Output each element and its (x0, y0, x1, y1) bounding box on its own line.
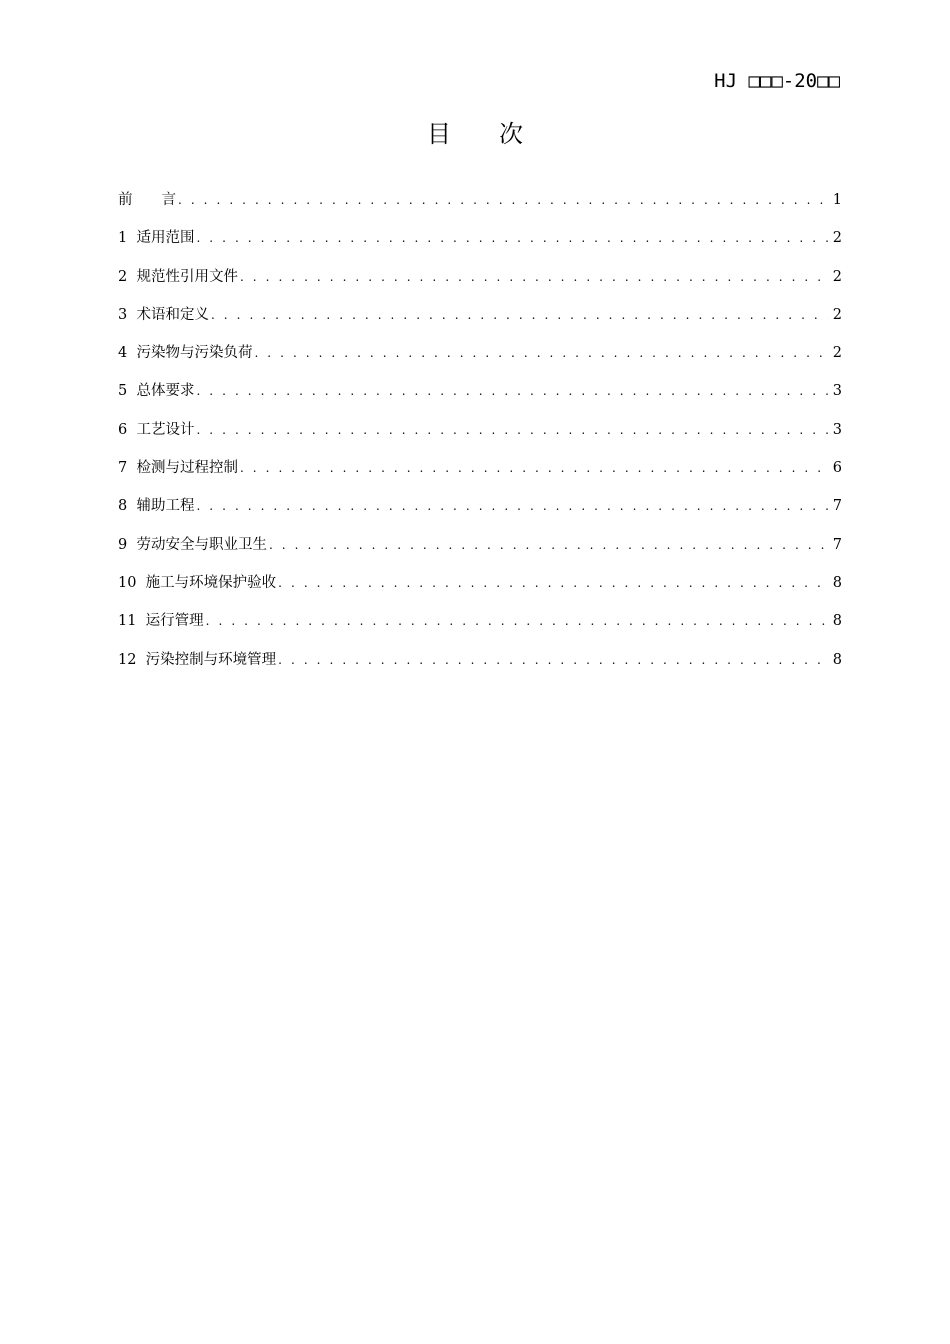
toc-entry-title: 施工与环境保护验收 (145, 574, 277, 591)
toc-entry-page: 2 (832, 268, 842, 285)
toc-entry-number: 3 (118, 306, 137, 323)
toc-dot-leader (196, 224, 828, 252)
toc-entry-title: 污染控制与环境管理 (145, 651, 277, 668)
toc-dot-leader (278, 646, 828, 674)
toc-entry-page: 3 (832, 383, 842, 400)
toc-dot-leader (269, 531, 828, 559)
toc-entry-number: 5 (118, 383, 137, 400)
toc-entry-title: 运行管理 (145, 613, 204, 630)
toc-entry-page: 2 (832, 230, 842, 247)
toc-entry[interactable] (118, 569, 842, 607)
toc-dot-leader (178, 186, 828, 214)
toc-entry[interactable] (118, 263, 842, 301)
toc-entry-page: 8 (832, 613, 842, 630)
toc-entry-title: 工艺设计 (136, 421, 195, 438)
document-code: HJ □□□-20□□ (714, 70, 840, 92)
toc-entry[interactable] (118, 607, 842, 645)
toc-entry[interactable] (118, 531, 842, 569)
toc-entry-number: 12 (118, 651, 146, 668)
toc-entry-number: 9 (118, 536, 137, 553)
toc-dot-leader (278, 569, 828, 597)
toc-entry-number: 7 (118, 460, 137, 477)
toc-entry-title: 总体要求 (136, 383, 195, 400)
toc-dot-leader (206, 607, 828, 635)
toc-entry-title: 术语和定义 (136, 306, 209, 323)
toc-entry-page: 7 (832, 536, 842, 553)
toc-entry-number: 11 (118, 613, 146, 630)
toc-entry-page: 6 (832, 460, 842, 477)
toc-dot-leader (196, 377, 828, 405)
toc-dot-leader (240, 454, 828, 482)
toc-entry[interactable] (118, 416, 842, 454)
toc-entry-title: 劳动安全与职业卫生 (136, 536, 267, 553)
toc-entry-title: 规范性引用文件 (136, 268, 238, 285)
toc-entry[interactable] (118, 377, 842, 415)
toc-dot-leader (240, 263, 828, 291)
toc-entry[interactable] (118, 454, 842, 492)
toc-entry[interactable] (118, 186, 842, 224)
toc-entry-title: 前 言 (118, 192, 176, 208)
toc-entry-title: 污染物与污染负荷 (136, 345, 253, 362)
toc-entry-page: 8 (832, 574, 842, 591)
toc-entry-page: 7 (832, 498, 842, 515)
toc-dot-leader (196, 416, 828, 444)
toc-entry-number: 6 (118, 421, 137, 438)
toc-entry-page: 2 (832, 306, 842, 323)
toc-entry-number: 1 (118, 230, 137, 247)
toc-entry[interactable] (118, 339, 842, 377)
toc-dot-leader (196, 492, 828, 520)
toc-title: 目 次 (427, 120, 523, 148)
toc-entry-page: 2 (832, 345, 842, 362)
toc-entry-title: 检测与过程控制 (136, 460, 238, 477)
toc-entry-title: 适用范围 (136, 230, 195, 247)
toc-entry[interactable] (118, 224, 842, 262)
toc-dot-leader (254, 339, 828, 367)
table-of-contents (118, 186, 842, 684)
toc-entry-number: 4 (118, 345, 137, 362)
toc-entry[interactable] (118, 646, 842, 684)
toc-entry-title: 辅助工程 (136, 498, 195, 515)
toc-entry-number: 2 (118, 268, 137, 285)
toc-entry-page: 3 (832, 421, 842, 438)
toc-entry-number: 8 (118, 498, 137, 515)
toc-entry[interactable] (118, 492, 842, 530)
toc-dot-leader (211, 301, 828, 329)
toc-entry-page: 1 (832, 192, 842, 208)
toc-entry-page: 8 (832, 651, 842, 668)
toc-entry-number: 10 (118, 574, 146, 591)
toc-entry[interactable] (118, 301, 842, 339)
